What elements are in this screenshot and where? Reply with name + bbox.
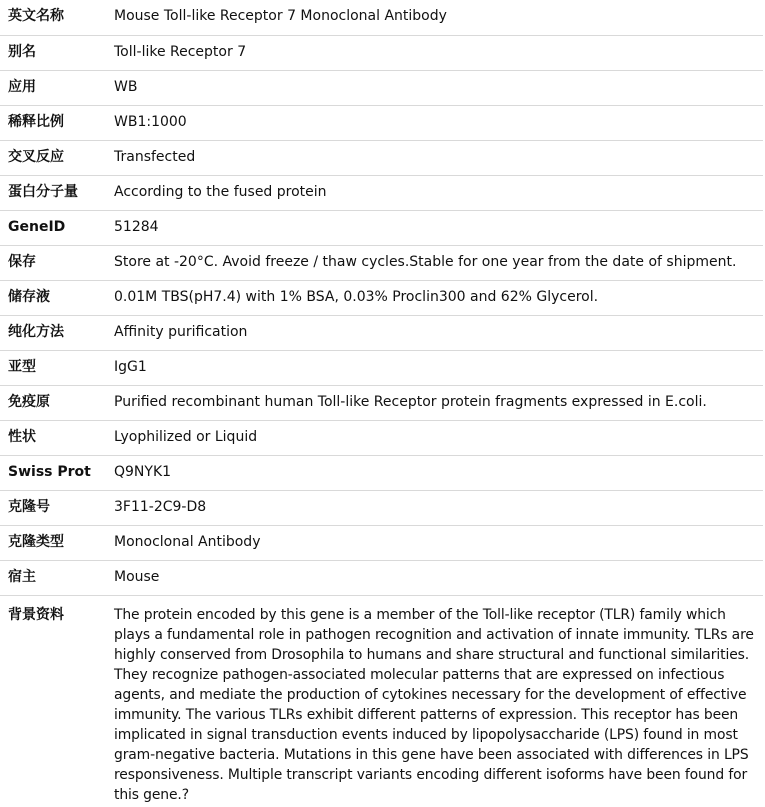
spec-value: Q9NYK1 bbox=[114, 455, 763, 490]
spec-label: 交叉反应 bbox=[0, 140, 114, 175]
spec-label: 免疫原 bbox=[0, 385, 114, 420]
spec-label: 克隆类型 bbox=[0, 525, 114, 560]
spec-row-buffer bbox=[0, 280, 763, 315]
spec-row-molecular-weight bbox=[0, 175, 763, 210]
spec-value: Store at -20°C. Avoid freeze / thaw cycles.Stable for one year from the date of shipment. bbox=[114, 245, 763, 280]
spec-label: 稀释比例 bbox=[0, 105, 114, 140]
spec-value: WB bbox=[114, 70, 763, 105]
spec-row-english-name bbox=[0, 0, 763, 35]
spec-label: GeneID bbox=[0, 210, 114, 245]
spec-row-gene-id bbox=[0, 210, 763, 245]
spec-label: 储存液 bbox=[0, 280, 114, 315]
spec-row-alias bbox=[0, 35, 763, 70]
spec-value: 51284 bbox=[114, 210, 763, 245]
spec-label: 应用 bbox=[0, 70, 114, 105]
spec-label: 克隆号 bbox=[0, 490, 114, 525]
spec-value: Affinity purification bbox=[114, 315, 763, 350]
background-text: The protein encoded by this gene is a member of the Toll-like receptor (TLR) family which plays a fundamental role in pathogen recognition and activation of innate immunity. TLRs are highly conserved from Drosophila to humans and share structural and functional similarities. They recognize pathogen-associated molecular patterns that are expressed on infectious agents, and mediate the production of cytokines necessary for the development of effective immunity. The various TLRs exhibit different patterns of expression. This receptor has been implicated in signal transduction events induced by lipopolysaccharide (LPS) found in most gram-negative bacteria. Mutations in this gene have been associated with differences in LPS responsiveness. Multiple transcript variants encoding different isoforms have been found for this gene.? bbox=[114, 606, 754, 804]
spec-label: 英文名称 bbox=[0, 0, 114, 35]
spec-value: Toll-like Receptor 7 bbox=[114, 35, 763, 70]
spec-label: 别名 bbox=[0, 35, 114, 70]
spec-row-swiss-prot bbox=[0, 455, 763, 490]
spec-value: 0.01M TBS(pH7.4) with 1% BSA, 0.03% Proclin300 and 62% Glycerol. bbox=[114, 280, 763, 315]
spec-value: WB1:1000 bbox=[114, 105, 763, 140]
spec-value: According to the fused protein bbox=[114, 175, 763, 210]
spec-row-application bbox=[0, 70, 763, 105]
spec-row-storage bbox=[0, 245, 763, 280]
spec-value: Transfected bbox=[114, 140, 763, 175]
spec-row-host bbox=[0, 560, 763, 595]
spec-label: 纯化方法 bbox=[0, 315, 114, 350]
spec-label: 亚型 bbox=[0, 350, 114, 385]
spec-value: Lyophilized or Liquid bbox=[114, 420, 763, 455]
spec-value: Purified recombinant human Toll-like Receptor protein fragments expressed in E.coli. bbox=[114, 385, 763, 420]
spec-label: 保存 bbox=[0, 245, 114, 280]
spec-value: IgG1 bbox=[114, 350, 763, 385]
spec-row-cross-reactivity bbox=[0, 140, 763, 175]
spec-row-isotype bbox=[0, 350, 763, 385]
spec-label: 蛋白分子量 bbox=[0, 175, 114, 210]
background-label: 背景资料 bbox=[8, 606, 64, 623]
spec-value: Mouse bbox=[114, 560, 763, 595]
spec-row-background bbox=[0, 595, 763, 805]
spec-row-clone-type bbox=[0, 525, 763, 560]
spec-row-immunogen bbox=[0, 385, 763, 420]
spec-label: Swiss Prot bbox=[0, 455, 114, 490]
spec-row-clone-number bbox=[0, 490, 763, 525]
spec-value: 3F11-2C9-D8 bbox=[114, 490, 763, 525]
spec-row-purification bbox=[0, 315, 763, 350]
spec-label: 宿主 bbox=[0, 560, 114, 595]
spec-row-form bbox=[0, 420, 763, 455]
spec-value: Mouse Toll-like Receptor 7 Monoclonal Antibody bbox=[114, 0, 763, 35]
spec-row-dilution bbox=[0, 105, 763, 140]
spec-value: Monoclonal Antibody bbox=[114, 525, 763, 560]
spec-label: 性状 bbox=[0, 420, 114, 455]
